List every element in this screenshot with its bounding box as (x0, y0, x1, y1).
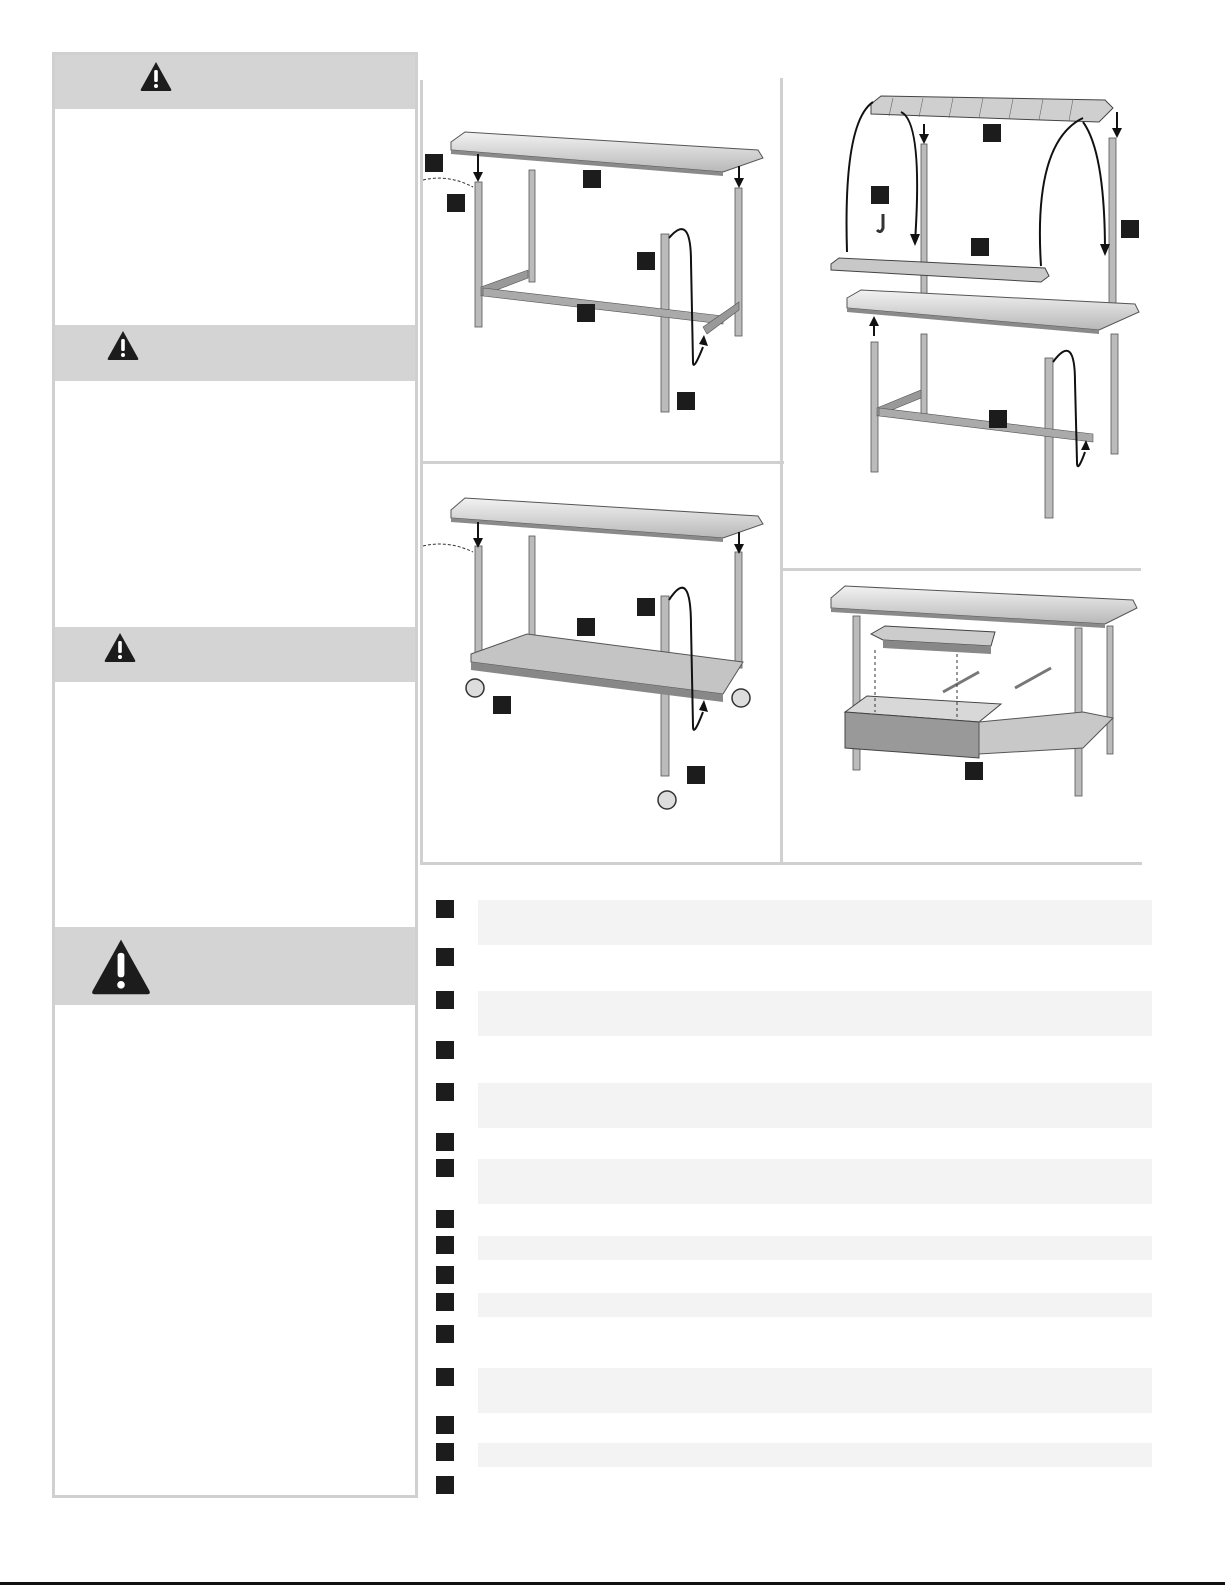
list-item (436, 1083, 1152, 1128)
list-marker (436, 1210, 454, 1228)
list-marker (436, 1236, 454, 1254)
warning-body-1 (55, 109, 415, 323)
list-marker (436, 1266, 454, 1284)
list-marker (436, 1041, 454, 1059)
list-marker (436, 1083, 454, 1101)
warning-body-2 (55, 381, 415, 625)
list-marker (436, 991, 454, 1009)
warning-triangle-icon (103, 631, 137, 663)
list-marker (436, 1325, 454, 1343)
panel-border-h1 (420, 461, 784, 464)
list-marker (436, 900, 454, 918)
list-marker (436, 1443, 454, 1461)
illustration-undershelf-casters (423, 466, 779, 860)
list-marker (436, 1368, 454, 1386)
list-marker (436, 1416, 454, 1434)
list-marker (436, 948, 454, 966)
list-item (436, 1133, 1152, 1155)
warning-header-2 (55, 325, 415, 381)
list-item (436, 1443, 1152, 1467)
panel-border-h2 (783, 568, 1141, 571)
illustration-drawer-install (783, 572, 1141, 860)
list-marker (436, 1133, 454, 1151)
list-marker (436, 1293, 454, 1311)
list-item (436, 900, 1152, 945)
list-item (436, 991, 1152, 1036)
list-marker (436, 1159, 454, 1177)
list-item (436, 1159, 1152, 1204)
list-item (436, 1416, 1152, 1438)
list-item (436, 1476, 1152, 1498)
list-item (436, 1368, 1152, 1413)
panel-border-bottom (420, 862, 1142, 865)
list-item (436, 1325, 1152, 1361)
warning-body-3 (55, 682, 415, 925)
warnings-column (52, 52, 418, 1498)
warning-header-3 (55, 627, 415, 682)
list-item (436, 1210, 1152, 1232)
list-item (436, 1236, 1152, 1260)
warning-triangle-icon (139, 60, 173, 92)
list-item (436, 1293, 1152, 1317)
list-item (436, 1041, 1152, 1077)
warning-body-4 (55, 1005, 415, 1495)
warning-triangle-icon (106, 329, 140, 361)
illustration-overshelf-assembly (783, 82, 1141, 566)
list-item (436, 1266, 1152, 1288)
list-item (436, 948, 1152, 984)
illustration-leg-assembly (423, 82, 779, 460)
warning-triangle-icon (89, 935, 153, 997)
warning-header-1 (55, 55, 415, 109)
list-marker (436, 1476, 454, 1494)
warning-header-4 (55, 927, 415, 1005)
